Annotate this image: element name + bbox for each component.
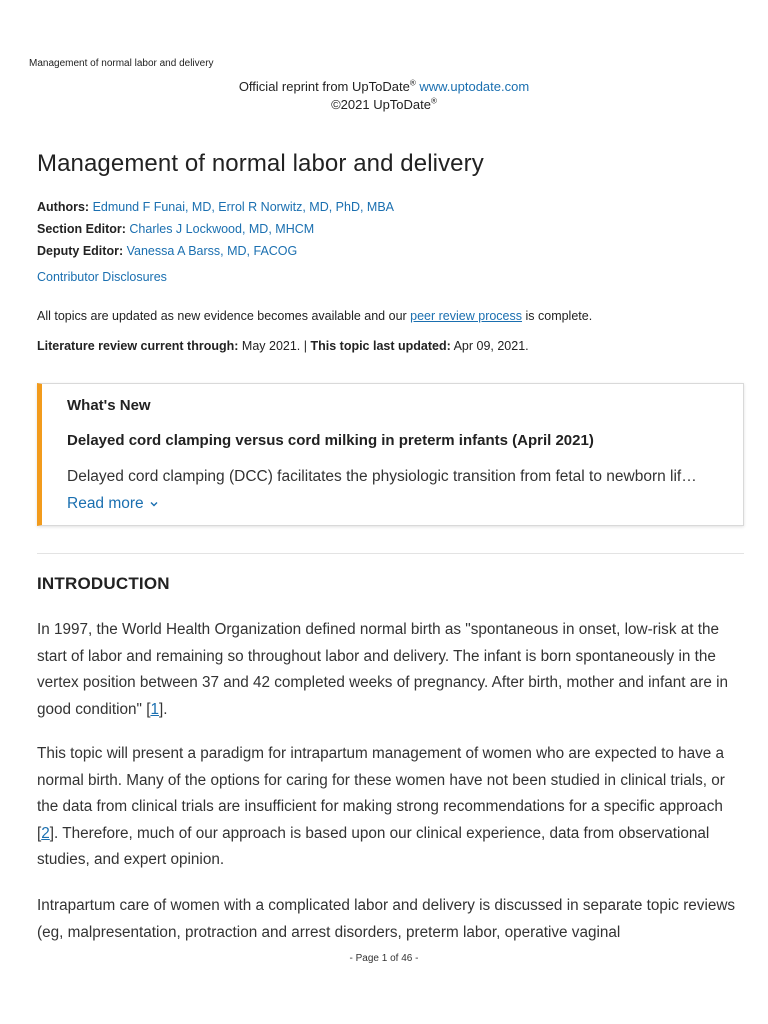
page-number: - Page 1 of 46 -	[349, 953, 419, 964]
print-header: Management of normal labor and delivery	[29, 58, 214, 69]
literature-review-value: May 2021. |	[238, 339, 311, 353]
authors-link[interactable]: Edmund F Funai, MD, Errol R Norwitz, MD, PhD, MBA	[92, 200, 395, 214]
section-editor-label: Section Editor:	[37, 222, 126, 236]
peer-review-link[interactable]: peer review process	[410, 309, 523, 323]
paragraph-text: This topic will present a paradigm for intrapartum management of women who are expected to have a normal birth. Many of the options for caring for these women have not been studied in clinical trials, or the data from clinical trials are insufficient for making strong recommendations for a specific approach [	[37, 745, 725, 842]
page-title: Management of normal labor and delivery	[37, 150, 484, 177]
registered-mark: ®	[431, 96, 437, 106]
introduction-paragraph-2	[37, 741, 737, 874]
whats-new-box	[37, 383, 744, 526]
last-updated-value: Apr 09, 2021.	[450, 339, 529, 353]
deputy-editor-link[interactable]: Vanessa A Barss, MD, FACOG	[126, 244, 298, 258]
chevron-down-icon	[149, 499, 159, 509]
paragraph-text: In 1997, the World Health Organization defined normal birth as "spontaneous in onset, low-risk at the start of labor and remaining so throughout labor and delivery. The infant is born spontaneously in the vertex position between 37 and 42 completed weeks of pregnancy. After birth, mother and infant are in good condition" [	[37, 621, 729, 718]
paragraph-text: ]. Therefore, much of our approach is based upon our clinical experience, data from observational studies, and expert opinion.	[37, 824, 710, 868]
introduction-heading: INTRODUCTION	[37, 574, 170, 593]
read-more-label: Read more	[67, 495, 144, 512]
contributor-disclosures	[37, 270, 167, 284]
update-note	[37, 309, 592, 323]
introduction-paragraph-1	[37, 617, 737, 723]
contributor-disclosures-link[interactable]: Contributor Disclosures	[37, 270, 167, 284]
paragraph-text: ].	[158, 700, 168, 718]
copyright-line	[0, 96, 768, 114]
section-divider	[37, 553, 744, 554]
deputy-editor-row	[37, 240, 394, 262]
read-more-button[interactable]	[67, 495, 159, 513]
deputy-editor-label: Deputy Editor:	[37, 244, 124, 258]
section-editor-row	[37, 218, 394, 240]
reprint-notice	[0, 78, 768, 114]
whats-new-headline: Delayed cord clamping versus cord milking in preterm infants (April 2021)	[67, 432, 594, 449]
whats-new-title: What's New	[67, 397, 151, 414]
last-updated-label: This topic last updated:	[310, 339, 451, 353]
reprint-text: Official reprint from UpToDate	[238, 79, 410, 94]
update-note-text: All topics are updated as new evidence becomes available and our	[37, 309, 411, 323]
authors-row	[37, 196, 394, 218]
whats-new-text: Delayed cord clamping (DCC) facilitates the physiologic transition from fetal to newborn lif…	[67, 468, 697, 485]
literature-review	[37, 339, 529, 353]
copyright-text: ©2021 UpToDate	[331, 97, 431, 112]
uptodate-link[interactable]: www.uptodate.com	[419, 79, 530, 94]
authors-label: Authors:	[37, 200, 90, 214]
section-editor-link[interactable]: Charles J Lockwood, MD, MHCM	[129, 222, 315, 236]
update-note-text-end: is complete.	[522, 309, 593, 323]
literature-review-label: Literature review current through:	[37, 339, 239, 353]
registered-mark: ®	[409, 78, 416, 88]
reference-link-1[interactable]: 1	[150, 700, 159, 718]
reprint-line	[0, 78, 768, 96]
reference-link-2[interactable]: 2	[41, 824, 50, 842]
introduction-paragraph-3: Intrapartum care of women with a complicated labor and delivery is discussed in separate topic reviews (eg, malpresentation, protraction and arrest disorders, preterm labor, operative vaginal	[37, 897, 736, 941]
topic-metadata	[37, 196, 394, 262]
